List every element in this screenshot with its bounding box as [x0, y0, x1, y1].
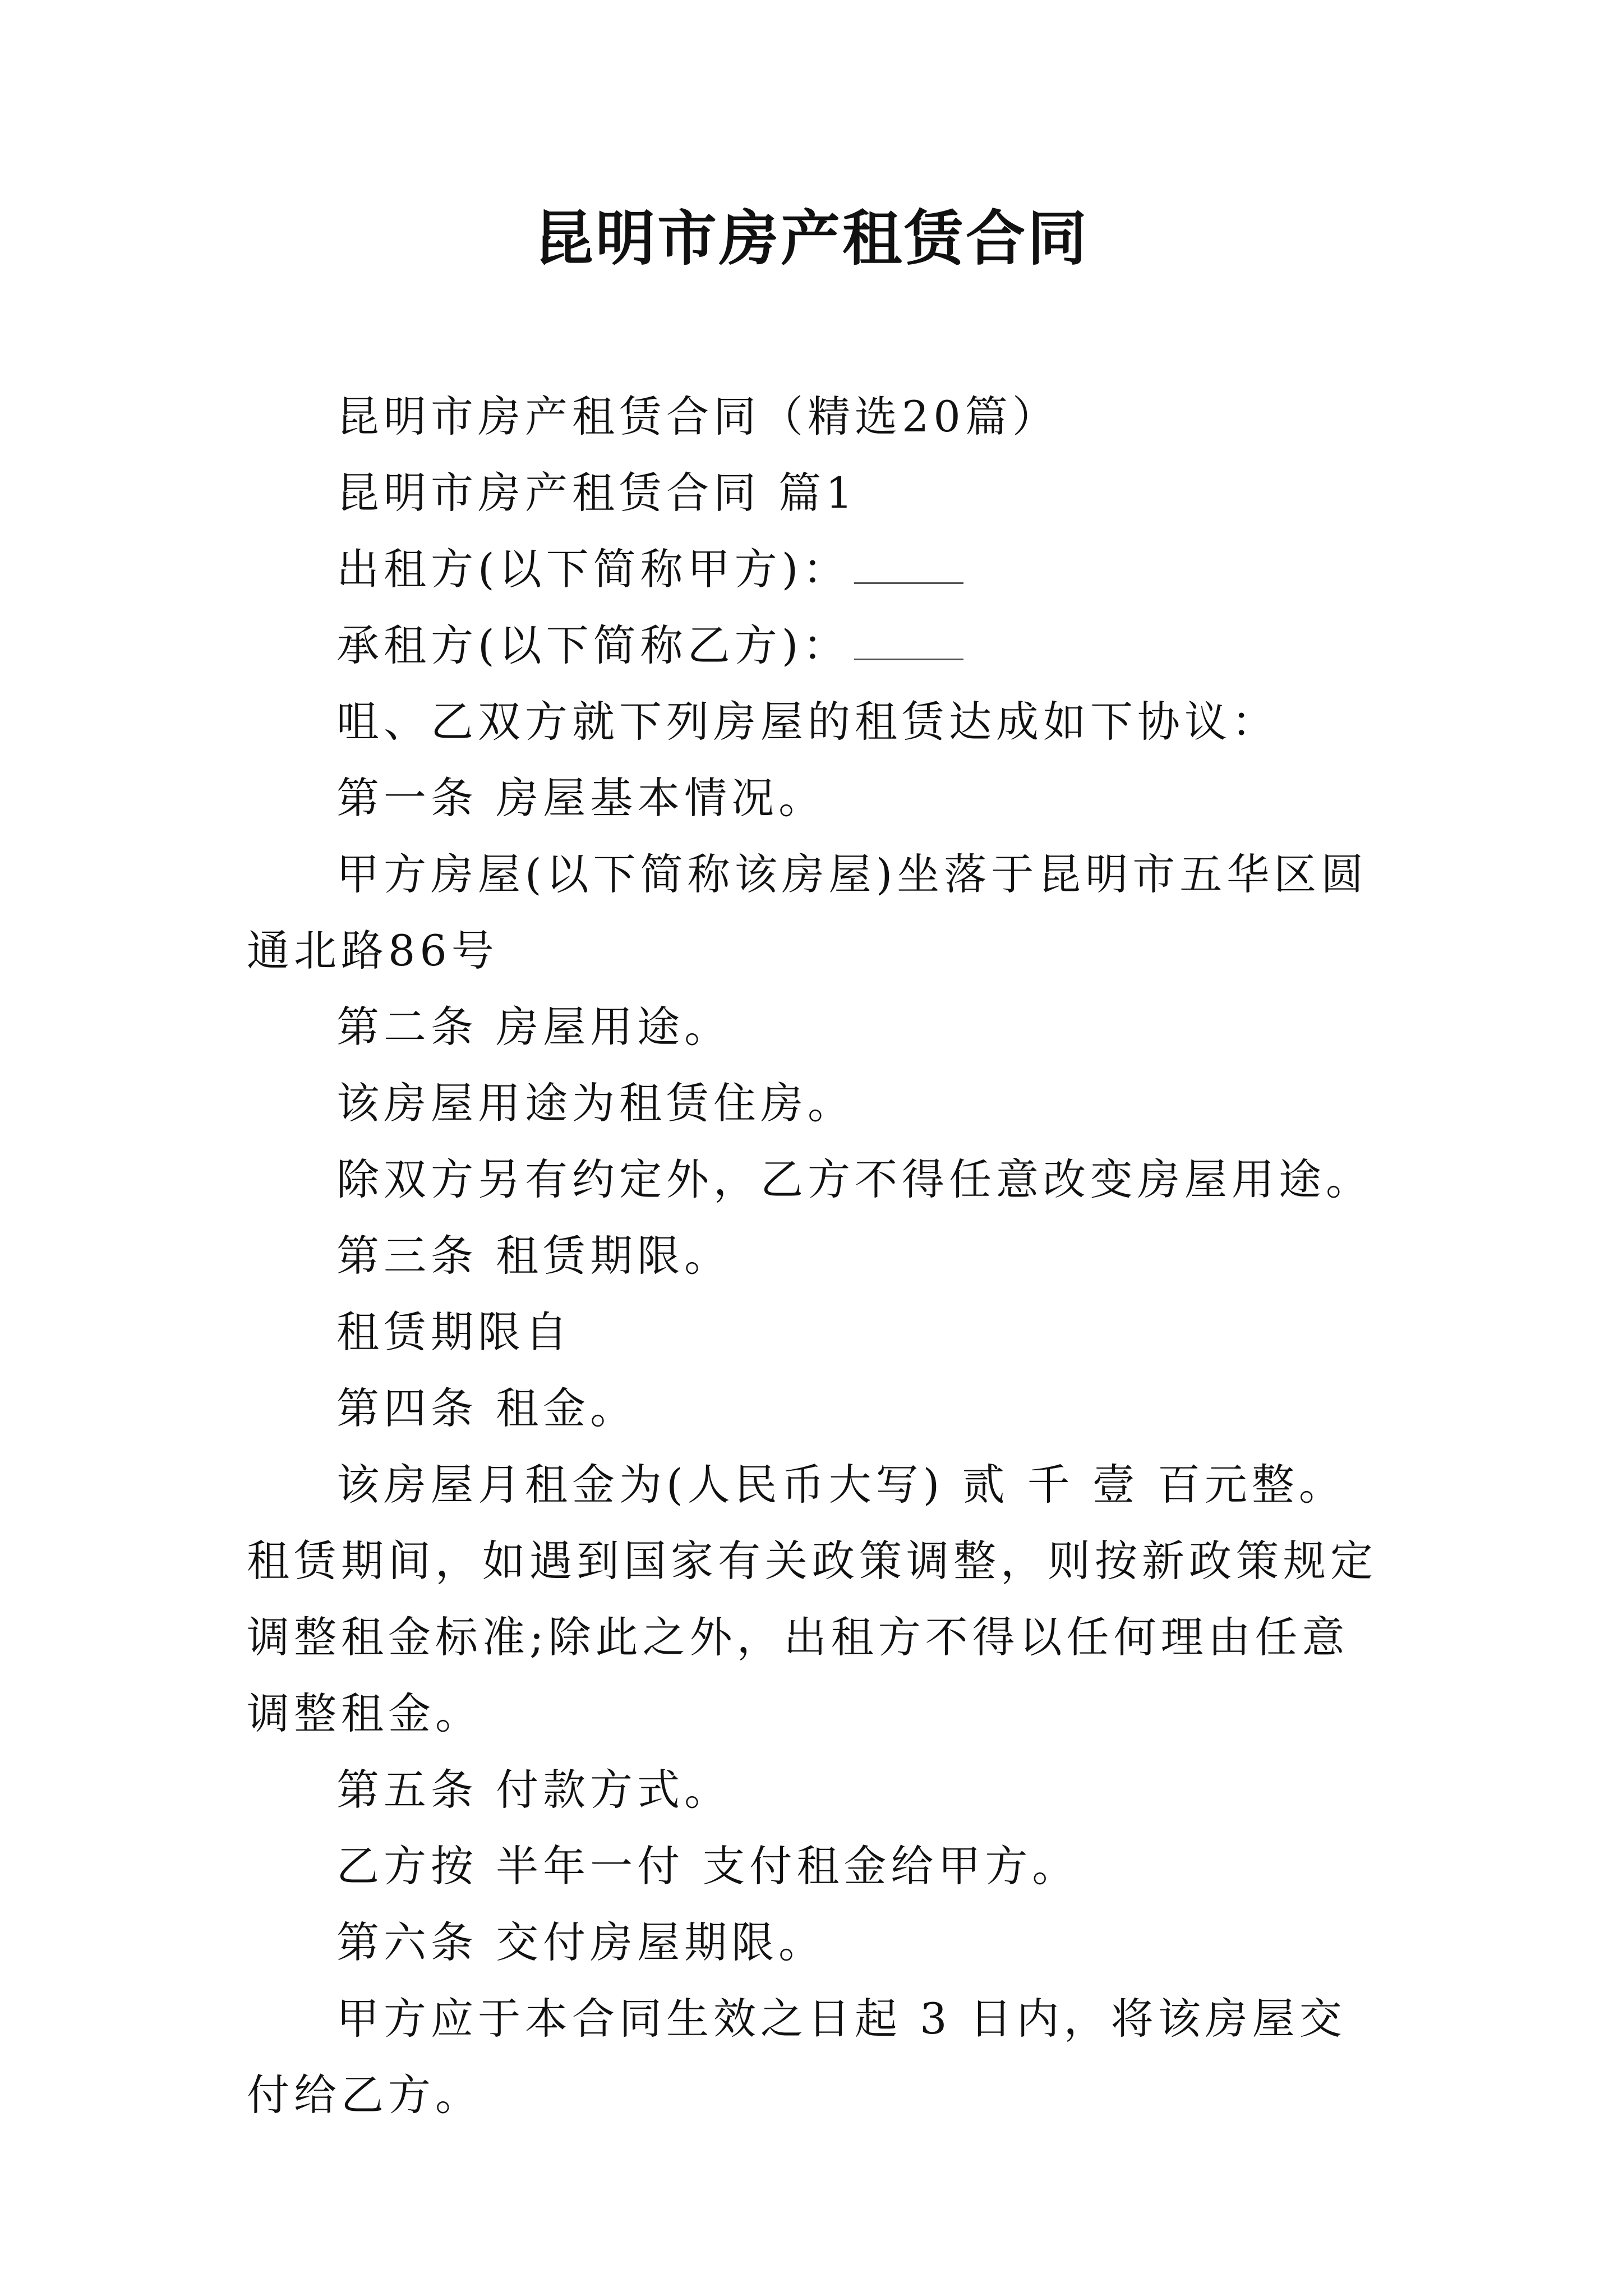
paragraph-lessee: 承租方(以下简称乙方)： — [247, 608, 1380, 684]
paragraph-8: 第二条 房屋用途。 — [336, 1002, 732, 1052]
paragraph-9: 该房屋用途为租赁住房。 — [336, 1078, 855, 1128]
paragraph-10: 除双方另有约定外，乙方不得任意改变房屋用途。 — [336, 1154, 1373, 1204]
paragraph-5: 咀、乙双方就下列房屋的租赁达成如下协议： — [336, 697, 1279, 747]
lessee-blank-line — [854, 625, 963, 660]
paragraph-18: 甲方应于本合同生效之日起 3 日内，将该房屋交付给乙方。 — [247, 1994, 1347, 2120]
paragraph-7: 甲方房屋(以下简称该房屋)坐落于昆明市五华区圆通北路86号 — [247, 849, 1368, 976]
paragraph-1: 昆明市房产租赁合同（精选20篇） — [336, 392, 1059, 441]
paragraph-17: 第六条 交付房屋期限。 — [336, 1917, 826, 1967]
paragraph-11: 第三条 租赁期限。 — [336, 1231, 732, 1281]
paragraph-14: 该房屋月租金为(人民币大写) 贰 千 壹 百元整。租赁期间，如遇到国家有关政策调整，则按新政策规定调整租金标准;除此之外，出租方不得以任何理由任意调整租金。 — [247, 1460, 1377, 1738]
paragraph-6: 第一条 房屋基本情况。 — [336, 773, 826, 823]
paragraph-12: 租赁期限自 — [336, 1307, 572, 1357]
paragraph-lessor: 出租方(以下简称甲方)： — [247, 531, 1380, 608]
paragraph-2: 昆明市房产租赁合同 篇1 — [336, 468, 857, 518]
lessor-blank-line — [854, 549, 963, 584]
paragraph-16: 乙方按 半年一付 支付租金给甲方。 — [336, 1841, 1080, 1891]
document-body — [247, 379, 1380, 2133]
paragraph-13: 第四条 租金。 — [336, 1383, 638, 1433]
document-title: 昆明市房产租赁合同 — [534, 203, 1089, 273]
paragraph-15: 第五条 付款方式。 — [336, 1765, 732, 1815]
